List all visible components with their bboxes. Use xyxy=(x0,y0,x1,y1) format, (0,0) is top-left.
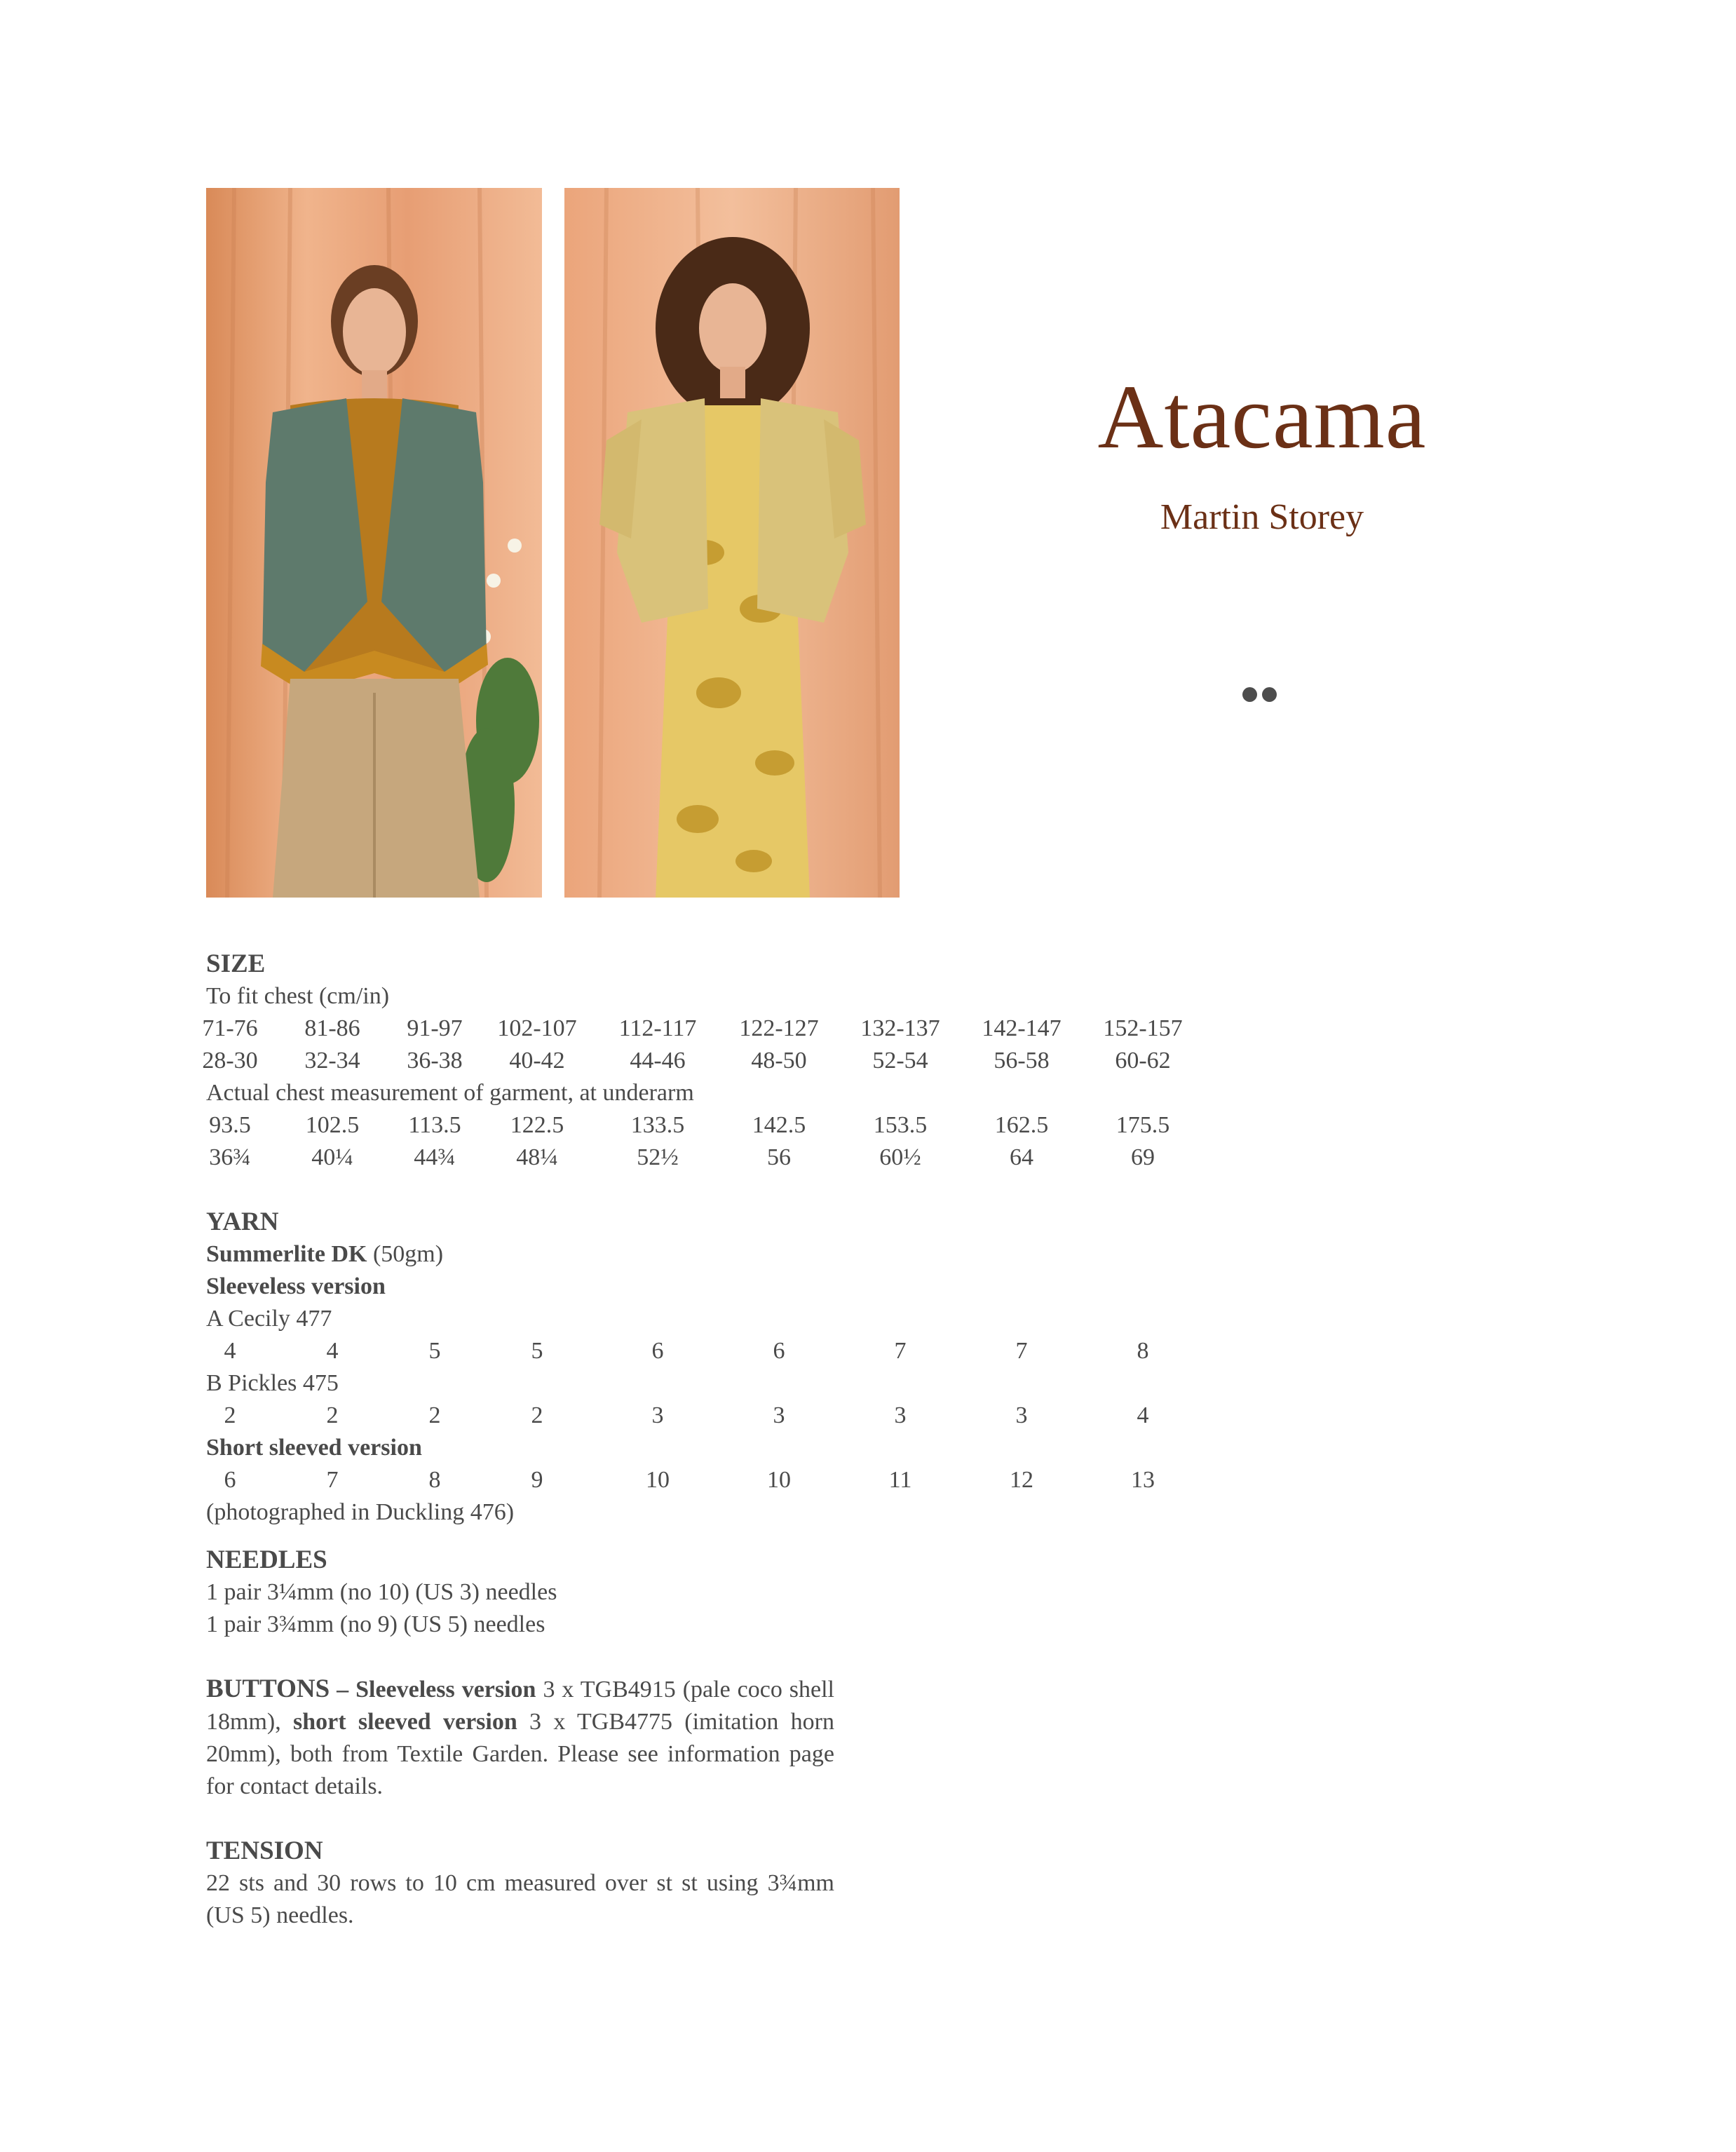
size-value: 8 xyxy=(1137,1338,1149,1364)
size-value: 32-34 xyxy=(304,1048,360,1074)
size-value: 12 xyxy=(1010,1467,1033,1493)
size-value: 48-50 xyxy=(751,1048,807,1074)
size-value: 6 xyxy=(224,1467,236,1493)
size-value: 36¾ xyxy=(209,1144,251,1170)
needles-heading: NEEDLES xyxy=(206,1545,327,1574)
yarn-name: Summerlite DK (50gm) xyxy=(206,1241,444,1267)
size-value: 8 xyxy=(428,1467,441,1493)
size-value: 113.5 xyxy=(408,1112,461,1138)
size-value: 122-127 xyxy=(739,1015,819,1041)
tension-heading: TENSION xyxy=(206,1836,323,1865)
short-sleeved-label: Short sleeved version xyxy=(206,1435,422,1461)
buttons-paragraph: BUTTONS – Sleeveless version 3 x TGB4915 (pale coco shell 18mm), short sleeved version 3 x TGB4775 (imitation horn 20mm), both from Textile Garden. Please see information page for contact details. xyxy=(206,1674,835,1799)
size-value: 133.5 xyxy=(630,1112,685,1138)
size-value: 142.5 xyxy=(752,1112,806,1138)
size-value: 44¾ xyxy=(414,1144,456,1170)
size-value: 132-137 xyxy=(860,1015,940,1041)
short-sleeved-row xyxy=(206,1464,1258,1496)
size-value: 142-147 xyxy=(982,1015,1062,1041)
needles-line-2: 1 pair 3¾mm (no 9) (US 5) needles xyxy=(206,1611,545,1637)
photographed-note: (photographed in Duckling 476) xyxy=(206,1499,515,1525)
size-value: 48¼ xyxy=(516,1144,558,1170)
size-value: 112-117 xyxy=(618,1015,697,1041)
size-value: 6 xyxy=(651,1338,664,1364)
size-value: 7 xyxy=(894,1338,907,1364)
size-value: 3 xyxy=(773,1402,785,1428)
size-value: 81-86 xyxy=(304,1015,360,1041)
size-value: 7 xyxy=(326,1467,339,1493)
difficulty-dot xyxy=(1242,687,1257,702)
size-value: 5 xyxy=(531,1338,543,1364)
size-value: 69 xyxy=(1131,1144,1155,1170)
size-value: 60-62 xyxy=(1115,1048,1171,1074)
yarn-a-label: A Cecily 477 xyxy=(206,1306,332,1332)
size-value: 11 xyxy=(888,1467,912,1493)
fit-in-row xyxy=(202,1045,1258,1077)
size-value: 4 xyxy=(326,1338,339,1364)
size-value: 71-76 xyxy=(202,1015,258,1041)
pattern-title: Atacama xyxy=(1097,367,1427,468)
yarn-a-row xyxy=(206,1335,1258,1367)
size-value: 91-97 xyxy=(407,1015,463,1041)
size-value: 9 xyxy=(531,1467,543,1493)
size-value: 4 xyxy=(1137,1402,1149,1428)
size-value: 36-38 xyxy=(407,1048,463,1074)
size-value: 6 xyxy=(773,1338,785,1364)
size-value: 3 xyxy=(1015,1402,1028,1428)
size-value: 7 xyxy=(1015,1338,1028,1364)
designer-name: Martin Storey xyxy=(1160,497,1364,537)
size-value: 44-46 xyxy=(630,1048,686,1074)
size-value: 2 xyxy=(224,1402,236,1428)
size-value: 40-42 xyxy=(509,1048,565,1074)
size-value: 175.5 xyxy=(1115,1112,1170,1138)
size-value: 64 xyxy=(1010,1144,1033,1170)
size-value: 2 xyxy=(428,1402,441,1428)
fit-cm-row xyxy=(202,1013,1258,1045)
size-value: 4 xyxy=(224,1338,236,1364)
size-value: 10 xyxy=(646,1467,670,1493)
tension-text: 22 sts and 30 rows to 10 cm measured over st st using 3¾mm (US 5) needles. xyxy=(206,1870,834,1928)
sleeveless-label: Sleeveless version xyxy=(206,1273,386,1299)
size-heading: SIZE xyxy=(206,949,266,978)
size-value: 56 xyxy=(767,1144,791,1170)
difficulty-dots xyxy=(1242,687,1284,704)
size-value: 40¼ xyxy=(311,1144,353,1170)
size-value: 52½ xyxy=(637,1144,679,1170)
fit-chest-label: To fit chest (cm/in) xyxy=(206,983,390,1009)
needles-line-1: 1 pair 3¼mm (no 10) (US 3) needles xyxy=(206,1579,557,1605)
yarn-heading: YARN xyxy=(206,1207,279,1236)
yarn-b-label: B Pickles 475 xyxy=(206,1370,339,1396)
size-value: 93.5 xyxy=(209,1112,251,1138)
pattern-details xyxy=(202,948,1258,1932)
size-value: 2 xyxy=(531,1402,543,1428)
size-value: 153.5 xyxy=(873,1112,928,1138)
actual-chest-label: Actual chest measurement of garment, at underarm xyxy=(206,1080,694,1106)
size-value: 3 xyxy=(651,1402,664,1428)
size-value: 10 xyxy=(767,1467,791,1493)
size-value: 102.5 xyxy=(305,1112,360,1138)
size-value: 52-54 xyxy=(872,1048,928,1074)
size-value: 162.5 xyxy=(994,1112,1049,1138)
size-value: 28-30 xyxy=(202,1048,258,1074)
size-value: 102-107 xyxy=(497,1015,577,1041)
size-value: 122.5 xyxy=(510,1112,564,1138)
photo-sleeveless-version xyxy=(206,188,542,898)
size-value: 3 xyxy=(894,1402,907,1428)
yarn-b-row xyxy=(206,1400,1258,1432)
size-value: 152-157 xyxy=(1103,1015,1183,1041)
size-value: 56-58 xyxy=(994,1048,1050,1074)
actual-cm-row xyxy=(206,1109,1258,1142)
difficulty-dot xyxy=(1262,687,1277,702)
size-value: 5 xyxy=(428,1338,441,1364)
size-value: 60½ xyxy=(879,1144,921,1170)
photo-short-sleeved-version xyxy=(564,188,900,898)
size-value: 13 xyxy=(1131,1467,1155,1493)
size-value: 2 xyxy=(326,1402,339,1428)
actual-in-row xyxy=(206,1142,1258,1174)
